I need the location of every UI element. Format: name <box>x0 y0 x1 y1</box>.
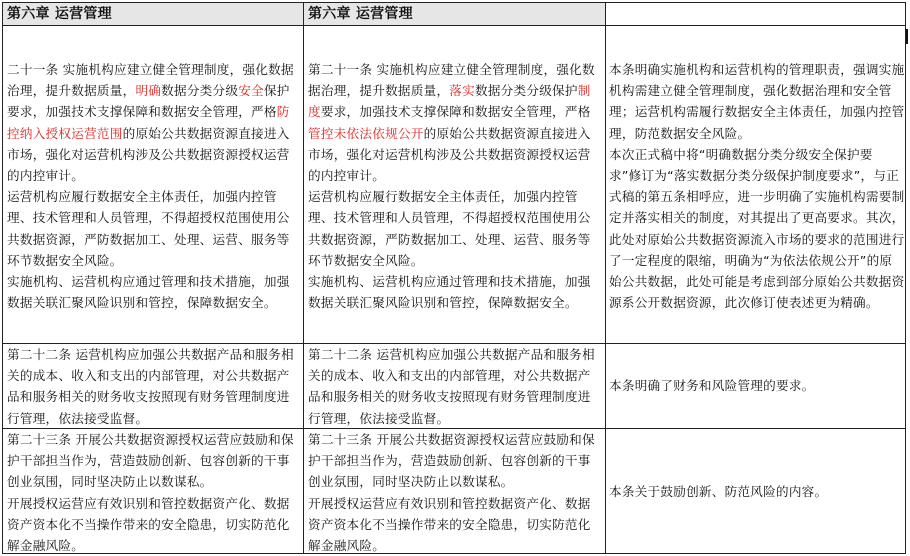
commentary-paragraph: 本条明确了财务和风险管理的要求。 <box>609 378 815 393</box>
highlighted-change: 落实 <box>449 83 475 99</box>
article-22-commentary <box>609 375 905 399</box>
commentary-paragraph: 本次正式稿中将“明确数据分类分级安全保护要求”修订为“落实数据分类分级保护制度要求”，与正式稿的第五条相呼应，进一步明确了实施机构需要制定并落实相关的制度，对其提出了更高要求。其次，此处对原始公共数据资源流入市场的要求的范围进行了一定程度的限缩，明确为“为依法依规公开”的原始公共数据，此处可能是考虑到部分原始公共数据资源系公开数据资源，此次修订使表述更为精确。 <box>609 146 905 311</box>
text-run: 的原始公共数据资源直接进入市场，强化对运营机构涉及公共数据资源授权运营的内控审计。 <box>7 125 290 184</box>
text-run: 二十一条 实施机构应建立健全管理制度，强化数据治理，提升数据质量， <box>7 62 294 99</box>
text-run: 第二十一条 实施机构应建立健全管理制度，强化数据治理，提升数据质量， <box>308 62 595 99</box>
highlighted-change: 安全 <box>238 83 264 99</box>
row-divider <box>3 25 905 26</box>
article-paragraph: 第二十三条 开展公共数据资源授权运营应鼓励和保护干部担当作为，营造鼓励创新、包容创新的干事创业氛围，同时坚决防止以数谋私。 <box>7 432 294 490</box>
chapter-title: 第六章 运营管理 <box>308 6 413 22</box>
header-cell-col3 <box>609 4 904 25</box>
article-23-revised <box>308 429 603 553</box>
column-edge-marker <box>906 29 908 44</box>
article-paragraph <box>308 59 603 186</box>
commentary-paragraph: 本条关于鼓励创新、防范风险的内容。 <box>609 484 828 499</box>
highlighted-change: 管控未依法依规公开 <box>308 125 424 141</box>
article-paragraph: 实施机构、运营机构应通过管理和技术措施，加强数据关联汇聚风险识别和管控，保障数据安全。 <box>7 274 290 311</box>
article-21-commentary <box>609 59 905 341</box>
article-21-original <box>7 59 301 341</box>
text-run: 保护要求，加强技术支撑保障和数据安全管理，严格 <box>7 83 290 120</box>
article-23-commentary <box>609 481 905 505</box>
article-paragraph: 开展授权运营应有效识别和管控数据资产化、数据资产资本化不当操作带来的安全隐患，切实防范化解金融风险。 <box>308 495 591 553</box>
article-paragraph: 实施机构、运营机构应通过管理和技术措施，加强数据关联汇聚风险识别和管控，保障数据安全。 <box>308 274 591 311</box>
highlighted-change: 明确 <box>135 83 162 99</box>
article-22-original <box>7 344 301 427</box>
article-23-original <box>7 429 301 553</box>
article-paragraph: 第二十三条 开展公共数据资源授权运营应鼓励和保护干部担当作为，营造鼓励创新、包容创新的干事创业氛围，同时坚决防止以数谋私。 <box>308 432 595 490</box>
comparison-table <box>2 2 906 554</box>
column-divider <box>605 3 606 553</box>
header-cell-col2 <box>308 4 603 25</box>
article-paragraph: 运营机构应履行数据安全主体责任，加强内控管理、技术管理和人员管理，不得超授权范围使用公共数据资源，严防数据加工、处理、运营、服务等环节数据安全风险。 <box>308 189 591 268</box>
header-cell-col1 <box>7 4 301 25</box>
article-22-revised <box>308 344 603 427</box>
text-run: 数据分类分级保护 <box>474 83 578 99</box>
article-paragraph: 开展授权运营应有效识别和管控数据资产化、数据资产资本化不当操作带来的安全隐患，切实防范化解金融风险。 <box>7 495 290 553</box>
text-run: 要求，加强技术支撑保障和数据安全管理，严格 <box>320 104 591 120</box>
text-run: 的原始公共数据资源直接进入市场，强化对运营机构涉及公共数据资源授权运营的内控审计。 <box>308 125 591 184</box>
column-divider <box>303 3 304 553</box>
article-21-revised <box>308 59 603 341</box>
chapter-title: 第六章 运营管理 <box>7 6 112 22</box>
commentary-paragraph: 本条明确实施机构和运营机构的管理职责，强调实施机构需建立健全管理制度，强化数据治理和安全管理；运营机构需履行数据安全主体责任，加强内控管理，防范数据安全风险。 <box>609 62 905 141</box>
article-paragraph <box>7 59 301 186</box>
article-paragraph: 第二十二条 运营机构应加强公共数据产品和服务相关的成本、收入和支出的内部管理，对公共数据产品和服务相关的财务收支按照现有财务管理制度进行管理，依法接受监督。 <box>7 347 294 426</box>
article-paragraph: 运营机构应履行数据安全主体责任，加强内控管理、技术管理和人员管理，不得超授权范围使用公共数据资源，严防数据加工、处理、运营、服务等环节数据安全风险。 <box>7 189 290 268</box>
article-paragraph: 第二十二条 运营机构应加强公共数据产品和服务相关的成本、收入和支出的内部管理，对公共数据产品和服务相关的财务收支按照现有财务管理制度进行管理，依法接受监督。 <box>308 347 595 426</box>
highlighted-change: 防控纳入授权运营范围 <box>7 104 290 141</box>
highlighted-change: 制度 <box>308 83 591 120</box>
text-run: 数据分类分级 <box>161 83 239 99</box>
